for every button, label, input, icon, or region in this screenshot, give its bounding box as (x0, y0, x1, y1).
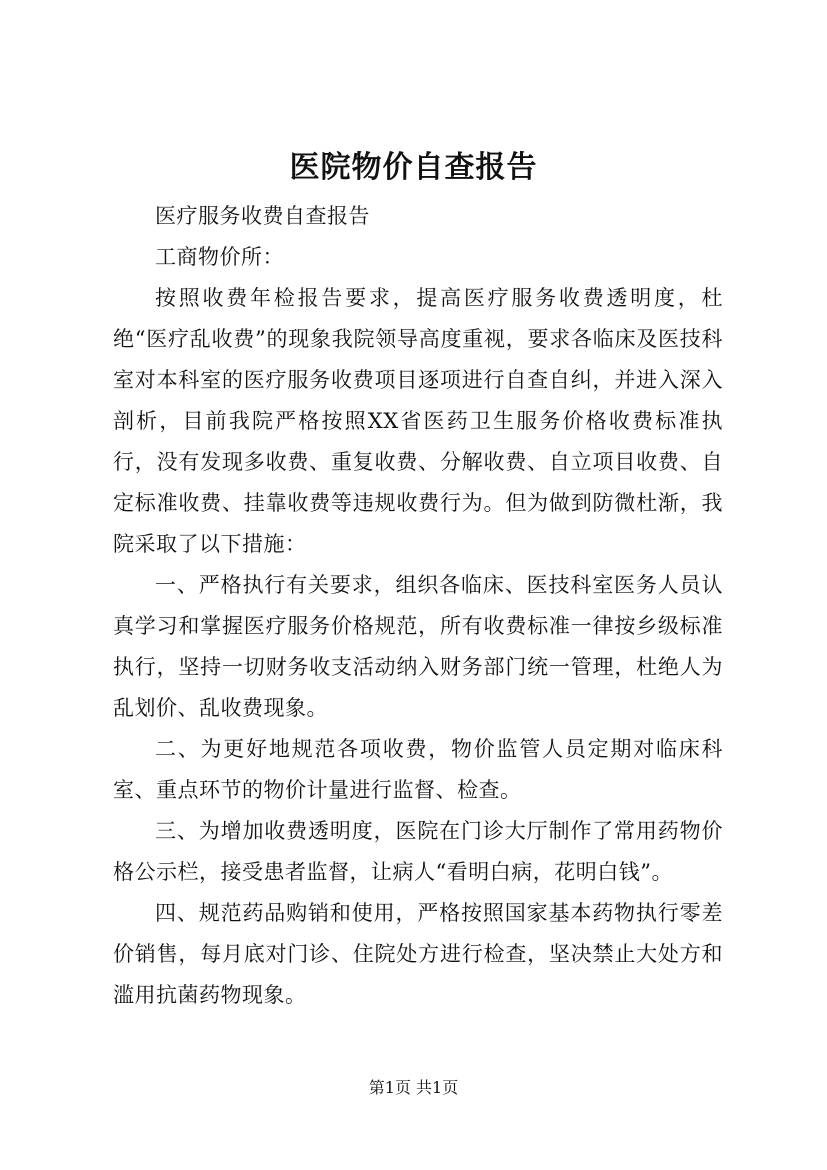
paragraph-intro: 按照收费年检报告要求，提高医疗服务收费透明度，杜绝“医疗乱收费”的现象我院领导高度重视，要求各临床及医技科室对本科室的医疗服务收费项目逐项进行自查自纠，并进入深入剖析，目前我院严格按照XX省医药卫生服务价格收费标准执行，没有发现多收费、重复收费、分解收费、自立项目收费、自定标准收费、挂靠收费等违规收费行为。但为做到防微杜渐，我院采取了以下措施： (113, 286, 723, 556)
paragraph-subtitle: 医疗服务收费自查报告 (155, 204, 370, 228)
page-title: 医院物价自查报告 (289, 150, 538, 185)
paragraph-measure-4: 四、规范药品购销和使用，严格按照国家基本药物执行零差价销售，每月底对门诊、住院处方进行检查，坚决禁止大处方和滥用抗菌药物现象。 (113, 901, 723, 1007)
document-body (113, 196, 723, 1016)
paragraph-addressee: 工商物价所： (155, 245, 284, 269)
paragraph-measure-3: 三、为增加收费透明度，医院在门诊大厅制作了常用药物价格公示栏，接受患者监督，让病人“看明白病，花明白钱”。 (113, 819, 723, 884)
paragraph-measure-1: 一、严格执行有关要求，组织各临床、医技科室医务人员认真学习和掌握医疗服务价格规范，所有收费标准一律按乡级标准执行，坚持一切财务收支活动纳入财务部门统一管理，杜绝人为乱划价、乱收费现象。 (113, 573, 723, 720)
page-footer: 第1页 共1页 (368, 1078, 459, 1097)
paragraph-measure-2: 二、为更好地规范各项收费，物价监管人员定期对临床科室、重点环节的物价计量进行监督、检查。 (113, 737, 723, 802)
